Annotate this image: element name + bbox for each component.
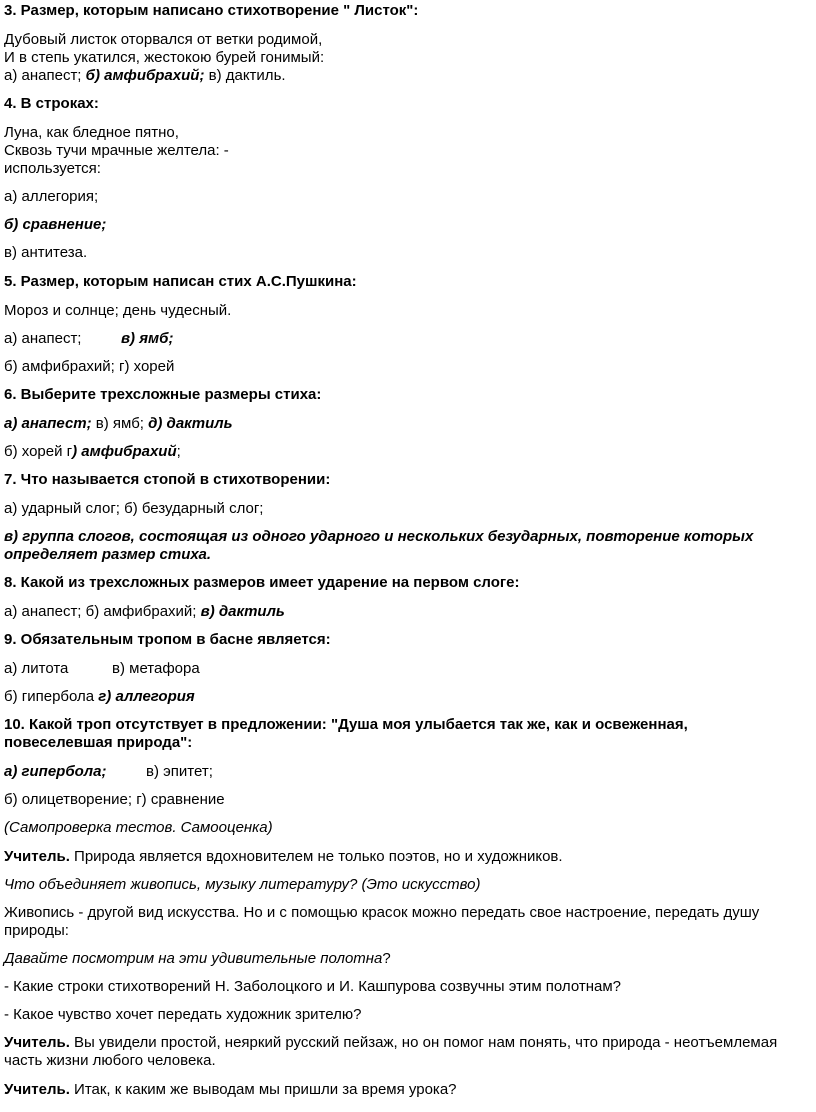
option: а) анапест; [4,330,82,347]
remark-text: часть жизни любого человека. [4,1052,216,1069]
correct-answer: ) амфибрахий [72,443,177,460]
punctuation: ? [382,950,391,967]
speaker-label: Учитель. [4,1034,70,1051]
question-6-options-line1 [4,415,233,433]
question-9-options-line2 [4,688,195,706]
question-10-title: 10. Какой троп отсутствует в предложении: "Душа моя улыбается так же, как и освеженная, [4,716,688,733]
correct-answer: д) дактиль [148,415,233,432]
question-4-title: 4. В строках: [4,95,99,112]
correct-answer: определяет размер стиха. [4,546,212,563]
option: а) литота [4,660,69,677]
correct-answer: а) анапест; [4,415,92,432]
question-6-title: 6. Выберите трехсложные размеры стиха: [4,386,322,403]
correct-answer: б) амфибрахий; [85,67,205,84]
question-3-options [4,67,286,85]
poem-line: И в степь укатился, жестокою бурей гонимый: [4,49,325,66]
correct-answer: в) группа слогов, состоящая из одного ударного и нескольких безударных, повторение которых [4,528,754,545]
option: а) анапест; б) амфибрахий; [4,603,201,620]
question-4-used: используется: [4,160,101,177]
self-check-note: (Самопроверка тестов. Самооценка) [4,819,273,836]
punctuation: ; [176,443,181,460]
discussion-question: - Какое чувство хочет передать художник зрителю? [4,1006,362,1023]
option: а) анапест; [4,67,86,84]
remark-text: Итак, к каким же выводам мы пришли за время урока? [69,1081,457,1098]
correct-answer: в) ямб; [121,330,174,347]
poem-line: Дубовый листок оторвался от ветки родимой, [4,31,323,48]
remark-text: Природа является вдохновителем не только поэтов, но и художников. [69,848,563,865]
paragraph-lets-look [4,950,391,968]
option: в) ямб; [91,415,149,432]
question-6-options-line2 [4,443,181,461]
teacher-remark [4,848,563,866]
option: в) эпитет; [146,763,213,780]
poem-line: Мороз и солнце; день чудесный. [4,302,232,319]
option: б) гипербола [4,688,99,705]
remark-text: Вы увидели простой, неяркий русский пейзаж, но он помог нам понять, что природа - неотъемлемая [69,1034,778,1051]
discussion-question: - Какие строки стихотворений Н. Заболоцкого и И. Кашпурова созвучны этим полотнам? [4,978,622,995]
option: в) метафора [112,660,200,677]
question-arts: Что объединяет живопись, музыку литературу? (Это искусство) [4,876,481,893]
poem-line: Луна, как бледное пятно, [4,124,179,141]
question-5-title: 5. Размер, которым написан стих А.С.Пушкина: [4,273,357,290]
speaker-label: Учитель. [4,848,70,865]
correct-answer: а) гипербола; [4,763,107,780]
correct-answer: в) дактиль [200,603,285,620]
option: в) дактиль. [204,67,286,84]
option: а) ударный слог; б) безударный слог; [4,500,264,517]
speaker-label: Учитель. [4,1081,70,1098]
question-8-title: 8. Какой из трехсложных размеров имеет ударение на первом слоге: [4,574,520,591]
paragraph: природы: [4,922,69,939]
option: б) олицетворение; г) сравнение [4,791,225,808]
correct-answer: б) сравнение; [4,216,107,233]
poem-line: Сквозь тучи мрачные желтела: - [4,142,229,159]
italic-text: Давайте посмотрим на эти удивительные полотна [4,950,383,967]
teacher-remark [4,1034,777,1052]
question-3-title: 3. Размер, которым написано стихотворение " Листок": [4,2,419,19]
question-10-title: повеселевшая природа": [4,734,193,751]
paragraph: Живопись - другой вид искусства. Но и с помощью красок можно передать свое настроение, передать душу [4,904,760,921]
option: а) аллегория; [4,188,99,205]
question-9-title: 9. Обязательным тропом в басне является: [4,631,331,648]
question-7-title: 7. Что называется стопой в стихотворении: [4,471,331,488]
correct-answer: г) аллегория [98,688,195,705]
option: б) амфибрахий; г) хорей [4,358,175,375]
option: б) хорей г [4,443,73,460]
question-8-options [4,603,285,621]
teacher-remark [4,1081,457,1099]
option: в) антитеза. [4,244,88,261]
